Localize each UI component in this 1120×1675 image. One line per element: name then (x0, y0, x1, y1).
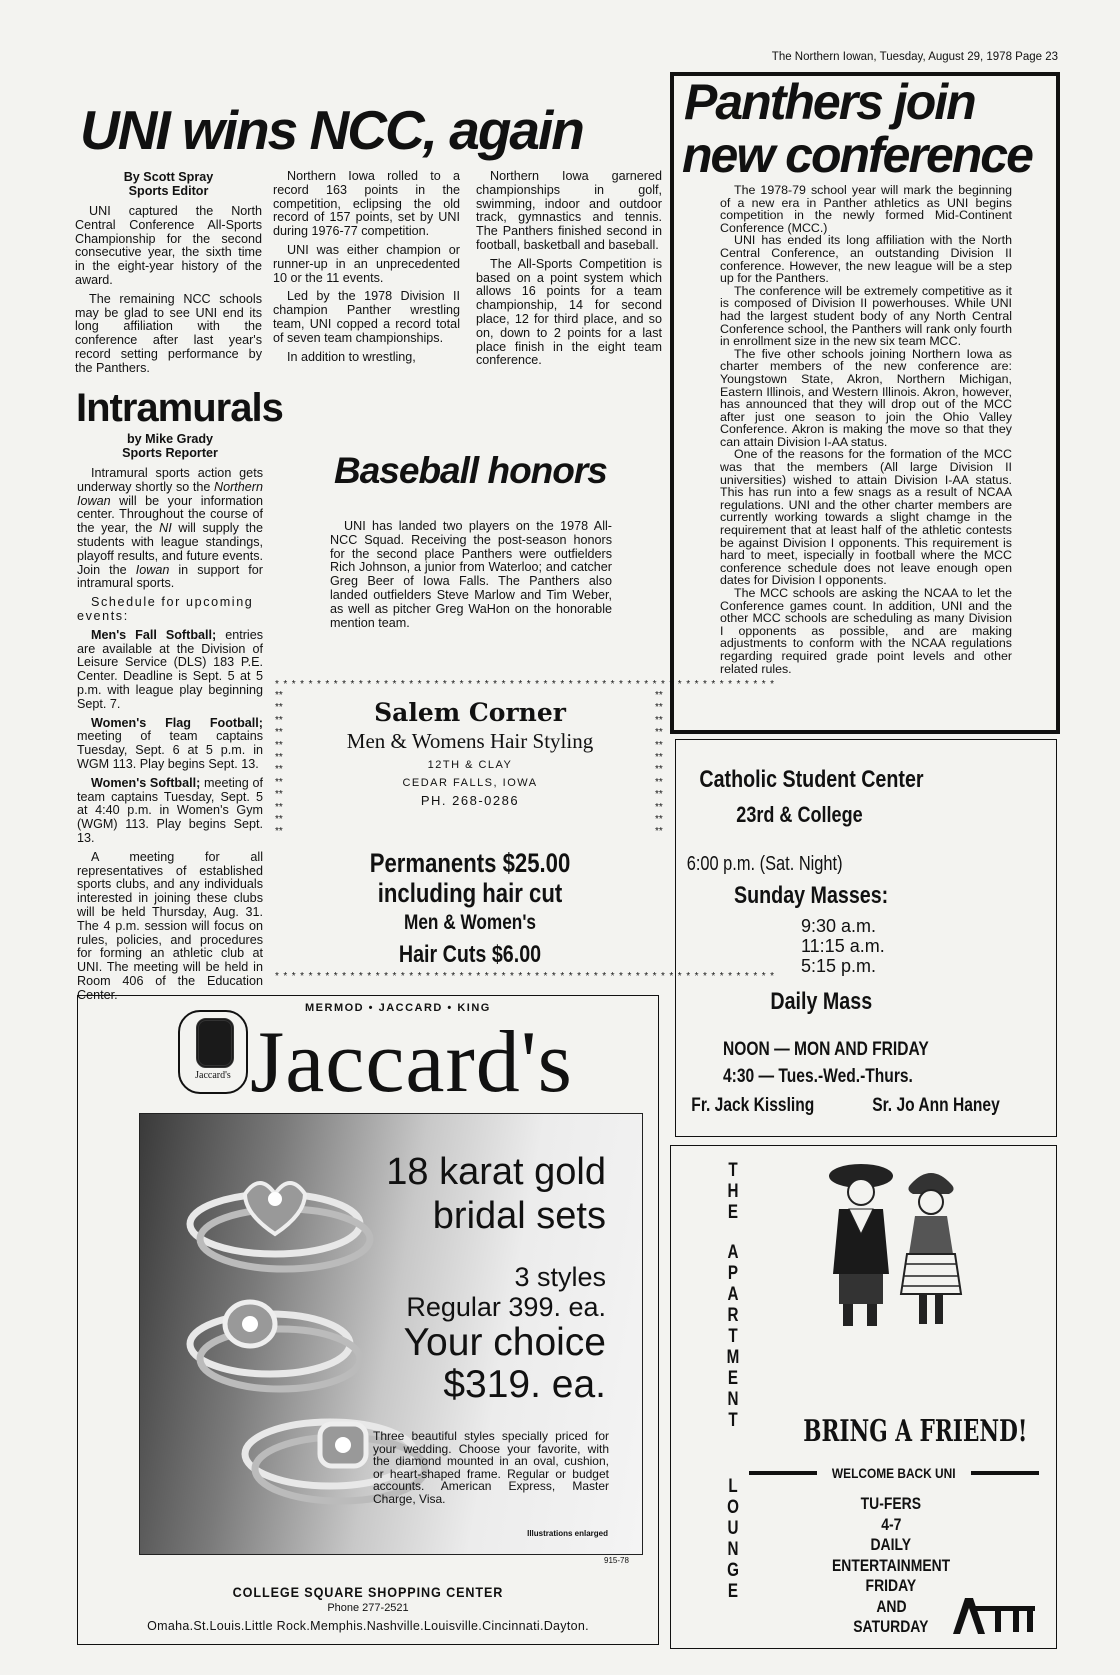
intramurals-headline: Intramurals (76, 386, 283, 430)
text: Northern Iowan (77, 479, 263, 508)
salem-offer2: including hair cut (377, 878, 563, 908)
cities: Omaha.St.Louis.Little Rock.Memphis.Nashville.Louisville.Cincinnati.Dayton. (147, 1619, 589, 1633)
star-border-right: ************************ (655, 690, 663, 838)
ad-line: ENTERTAINMENT (831, 1555, 951, 1575)
byline-title: Sports Reporter (122, 446, 218, 460)
mass-time: 9:30 a.m. (801, 916, 877, 936)
ad-line: TU-FERS (860, 1494, 922, 1513)
vertical-letter: R (727, 1305, 739, 1326)
paragraph: The All-Sports Competition is based on a point system which allows 16 points for a team championship, 14 for second place, 12 for third place, and so on, down to 2 points for a last place finish in the eight team conference. (476, 256, 662, 368)
text: NI (159, 521, 172, 536)
event-name: Women's Softball; (91, 775, 201, 790)
vertical-letter: T (728, 1410, 738, 1431)
children-illustration (801, 1154, 991, 1334)
jaccards-tagline: MERMOD • JACCARD • KING (305, 1002, 491, 1014)
sunday-heading: Sunday Masses: (734, 882, 889, 909)
paragraph: Northern Iowa garnered championships in golf, swimming, indoor and outdoor track, gymnastics and tennis. The Panthers finished second in football, basketball and baseball. (476, 169, 662, 252)
paragraph: A meeting for all representatives of established sports clubs, and any individuals interested in joining these clubs will be held Thursday, Aug. 31. The 4 p.m. session will focus on rules, policies, and procedures for forming an athletic club at UNI. The meeting will be held in Room 406 of the Education Center. (77, 849, 263, 1002)
text: in support for intramural sports. (77, 562, 263, 591)
vertical-word-the (723, 1160, 743, 1223)
vertical-letter: N (727, 1389, 739, 1410)
description: Three beautiful styles specially priced for your wedding. Choose your favorite, with the diamond mounted in an oval, cushion, or heart-shaped frame. Regular or budget accounts. American Express, Master Charge, Visa. (373, 1429, 609, 1506)
paragraph: The conference will be extremely competitive as it is composed of Division II powerhouses. While UNI had the largest student body of any North Central Conference school, the Panthers will rank only fourth in enrollment size in the new six team MCC. (720, 283, 1012, 349)
jaccards-badge-logo (178, 1010, 248, 1094)
event-text: meeting of team captains Tuesday, Sept. 6 at 5 p.m. in WGM 113. Play begins Sept. 13. (77, 729, 263, 771)
paragraph: The 1978-79 school year will mark the beginning of a new era in Panther athletics as UNI begins competition in the newly formed Mid-Continent Conference (MCC.) (720, 183, 1012, 235)
uni-col-1 (75, 170, 262, 381)
vertical-letter: U (727, 1518, 739, 1539)
vertical-letter: L (728, 1476, 738, 1497)
heart-setting-icon (245, 1183, 305, 1234)
ad-line: FRIDAY (865, 1576, 917, 1595)
divider (971, 1471, 1039, 1475)
panthers-body (720, 184, 1012, 675)
salem-offer1: Permanents $25.00 (369, 848, 571, 878)
vertical-letter: E (727, 1581, 739, 1602)
salem-address1: 12TH & CLAY (427, 759, 513, 771)
daily-afternoon: 4:30 — Tues.-Wed.-Thurs. (723, 1066, 913, 1087)
badge-text: Jaccard's (195, 1070, 231, 1081)
vertical-letter: M (726, 1347, 740, 1368)
text: Intramural sports action gets underway shortly so the (77, 466, 263, 494)
paragraph: One of the reasons for the formation of the MCC was that the members (All large Division II universities) wished to attain Division I-AA status. This has run into a few snags as a result of NCAA regulations. UNI and the other charter members are currently working towards a slight chamge in the requirement that at least half of the athletic contests be against Division I opponents. This requirement is hard to meet, ispecially in football where the MCC conference schedule does not leave enough open dates for Division I opponents. (720, 447, 1012, 588)
sale-price: $319. ea. (443, 1363, 606, 1406)
panthers-headline-line1: Panthers join (684, 74, 975, 130)
daily-heading: Daily Mass (770, 988, 873, 1015)
vertical-letter: O (727, 1497, 739, 1518)
badge-stone-icon (196, 1018, 234, 1068)
vertical-word-lounge (723, 1476, 743, 1602)
event-name: Men's Fall Softball; (91, 627, 217, 642)
paragraph: Schedule for upcoming events: (77, 595, 254, 623)
illustrations-note: Illustrations enlarged (527, 1529, 608, 1538)
baseball-headline: Baseball honors (334, 450, 607, 491)
intramurals-body (77, 432, 263, 1007)
ad-line: 4-7 (880, 1514, 902, 1534)
vertical-letter: T (728, 1326, 738, 1347)
salem-offer3: Men & Women's (404, 911, 536, 934)
byline-name: by Mike Grady (126, 432, 214, 446)
paragraph: The MCC schools are asking the NCAA to let the Conference games count. In addition, UNI and the other MCC schools are scheduling as many Division I opponents as possible, and are making adjustments to conform with the NCAA regulations regarding required grade point levels and other related rules. (720, 586, 1012, 676)
headline-line2: bridal sets (432, 1195, 606, 1237)
paragraph: The five other schools joining Northern Iowa as charter members of the new conference are: Youngstown State, Akron, Northern Michigan, Eastern Illinois, and Western Illinois. Akron, however, has announced that they will drop out of the MCC after just one season to join the Ohio Valley Conference. Akron is making the move so that they can attain Division I-AA status. (720, 346, 1012, 449)
vertical-letter: E (727, 1202, 739, 1223)
regular-price: Regular 399. ea. (406, 1292, 606, 1322)
ad-line: SATURDAY (853, 1617, 929, 1636)
salem-address2: CEDAR FALLS, IOWA (402, 777, 538, 789)
catholic-title: Catholic Student Center (699, 766, 924, 793)
sister-name: Sr. Jo Ann Haney (872, 1095, 1000, 1116)
paragraph: In addition to wrestling, (287, 349, 416, 364)
priest-name: Fr. Jack Kissling (691, 1095, 815, 1116)
uni-headline: UNI wins NCC, again (80, 99, 583, 161)
paragraph: The remaining NCC schools may be glad to see UNI end its long affiliation with the conference after last year's record setting performance by the Panthers. (75, 291, 262, 375)
paragraph: Northern Iowa rolled to a record 163 points in the competition, eclipsing the old record of 157 points, set by UNI during 1976-77 competition. (273, 169, 460, 239)
vertical-letter: H (727, 1181, 739, 1202)
headline-line1: 18 karat gold (386, 1151, 606, 1193)
event-text: meeting of team captains Tuesday, Sept. 5 at 4:40 p.m. in Women's Gym (WGM) 113. Play begins Sept. 13. (77, 775, 263, 845)
apt-logo (951, 1596, 1041, 1636)
divider (749, 1471, 817, 1475)
vertical-letter: G (727, 1560, 739, 1581)
your-choice: Your choice (403, 1321, 606, 1364)
welcome-text: WELCOME BACK UNI (832, 1465, 956, 1481)
vertical-letter: E (727, 1368, 739, 1389)
ad-line: AND (875, 1596, 907, 1616)
catholic-center-ad (675, 739, 1057, 1137)
baseball-body (330, 520, 612, 635)
welcome-banner (749, 1464, 1039, 1482)
jaccards-ad (77, 995, 659, 1645)
byline-title: Sports Editor (128, 184, 209, 198)
text: will supply the students with league standings, playoff results, and future events. Join the (77, 521, 263, 577)
uni-col-2 (273, 170, 460, 369)
salem-phone: PH. 268-0286 (420, 793, 520, 808)
star-border-left: ************************ (275, 690, 283, 838)
vertical-letter: N (727, 1539, 739, 1560)
byline-name: By Scott Spray (123, 170, 214, 184)
salem-offer4: Hair Cuts $6.00 (398, 941, 542, 968)
event-item (77, 629, 263, 712)
saturday-mass: 6:00 p.m. (Sat. Night) (686, 853, 843, 875)
ad-code: 915-78 (604, 1556, 629, 1565)
uni-col-3 (476, 170, 662, 373)
apartment-lounge-ad (670, 1145, 1057, 1649)
event-item (77, 777, 263, 846)
text: Iowan (135, 562, 170, 577)
paragraph: UNI captured the North Central Conference All-Sports Championship for the second consecutive year, the sixth time in the eight-year history of the award. (75, 204, 262, 287)
location: COLLEGE SQUARE SHOPPING CENTER (232, 1584, 504, 1600)
catholic-address: 23rd & College (736, 802, 863, 827)
event-item (77, 717, 263, 772)
event-text: entries are available at the Division of Leisure Service (DLS) 183 P.E. Center. Deadline is Sept. 5 at 5 p.m. with league play beginning Sept. 7. (77, 627, 263, 711)
paragraph: Led by the 1978 Division II champion Panther wrestling team, UNI copped a record total of seven team championships. (273, 289, 460, 345)
ad-line: DAILY (870, 1535, 912, 1554)
jaccards-photo (139, 1113, 643, 1555)
paragraph: UNI has ended its long affiliation with the North Central Conference, an outstanding Division II conference. However, the new league will be a step up for the Panthers. (720, 233, 1012, 286)
vertical-letter: A (727, 1242, 739, 1263)
phone: Phone 277-2521 (327, 1602, 409, 1614)
paragraph: UNI has landed two players on the 1978 All-NCC Squad. Receiving the post-season honors for the second place Panthers were outfielders Rich Johnson, a junior from Waterloo; and catcher Greg Beer of Iowa Falls. The Panthers also landed outfielders Steve Marlow and Tim Weber, as well as pitcher Greg WaHon on the honorable mention team. (330, 519, 612, 630)
panthers-article-box (670, 72, 1060, 734)
styles-count: 3 styles (514, 1262, 606, 1292)
vertical-letter: P (727, 1263, 739, 1284)
slogan: BRING A FRIEND! (803, 1414, 1028, 1449)
panthers-headline-line2: new conference (682, 127, 1032, 183)
event-name: Women's Flag Football; (91, 715, 263, 730)
star-border-bottom: ************************************************************ (275, 971, 779, 982)
text: will be your information center. Throughout the course of the year, the (77, 493, 263, 536)
salem-tagline: Men & Womens Hair Styling (346, 729, 594, 753)
intro-paragraph (77, 467, 263, 591)
vertical-word-apartment (723, 1242, 743, 1431)
page-folio: The Northern Iowan, Tuesday, August 29, 1978 Page 23 (771, 51, 1058, 63)
mass-time: 5:15 p.m. (801, 956, 877, 976)
mass-time: 11:15 a.m. (801, 936, 885, 956)
salem-name: Salem Corner (374, 698, 566, 727)
star-border-top: ************************************************************ (275, 679, 779, 690)
paragraph: UNI was either champion or runner-up in an unprecedented 10 or the 11 events. (273, 242, 460, 285)
sunday-times (801, 916, 885, 976)
jaccards-brand: Jaccard's (250, 1014, 573, 1111)
vertical-letter: T (728, 1160, 738, 1181)
daily-noon: NOON — MON AND FRIDAY (723, 1039, 929, 1060)
vertical-letter: A (727, 1284, 739, 1305)
